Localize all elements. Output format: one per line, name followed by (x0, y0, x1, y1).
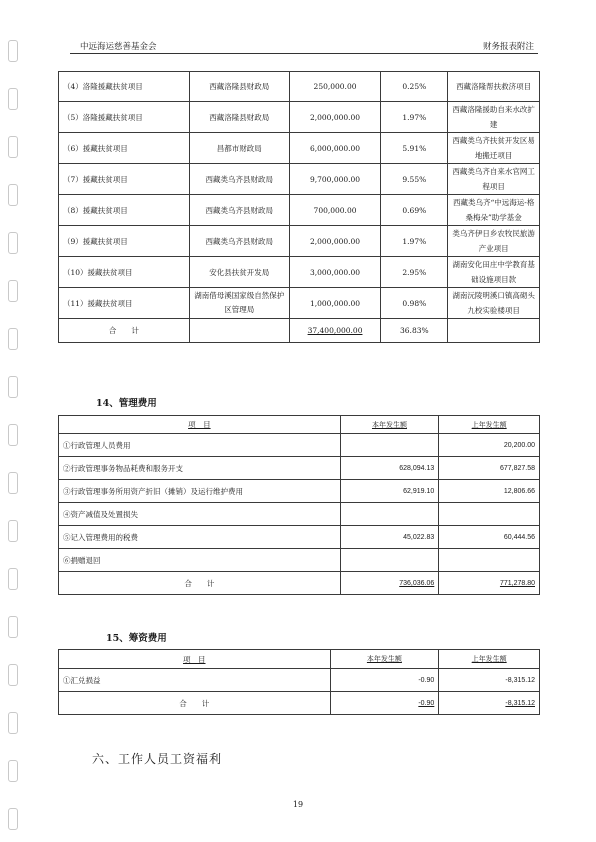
column-header-current: 本年发生额 (371, 420, 407, 429)
table-row (59, 257, 540, 288)
total-label: 合 计 (59, 319, 190, 343)
amount: 9,700,000.00 (289, 164, 381, 195)
recipient: 安化县扶贫开发局 (189, 257, 289, 288)
table-row (59, 288, 540, 319)
total-previous: 771,278.80 (499, 579, 535, 587)
project-name: （10）援藏扶贫项目 (59, 257, 190, 288)
management-expenses-table (58, 415, 540, 595)
poverty-project-table (58, 71, 540, 343)
purpose: 西藏类乌齐“中远海运-格桑梅朵”助学基金 (448, 195, 540, 226)
table-row (59, 457, 540, 480)
percentage: 9.55% (381, 164, 448, 195)
header-org-name: 中远海运慈善基金会 (80, 42, 157, 52)
amount: 3,000,000.00 (289, 257, 381, 288)
column-header-previous: 上年发生额 (471, 655, 507, 663)
header-section-name: 财务报表附注 (482, 42, 534, 52)
empty-cell (448, 319, 540, 343)
total-amount: 37,400,000.00 (307, 326, 363, 335)
empty-cell (189, 319, 289, 343)
project-name: （11）援藏扶贫项目 (59, 288, 190, 319)
expense-item: ⑤记入管理费用的税费 (59, 526, 341, 549)
project-name: （7）援藏扶贫项目 (59, 164, 190, 195)
amount: 6,000,000.00 (289, 133, 381, 164)
expense-item: ①行政管理人员费用 (59, 434, 341, 457)
current-amount (340, 434, 439, 457)
current-amount: -0.90 (330, 669, 439, 692)
total-current: -0.90 (418, 699, 435, 707)
total-row (59, 692, 540, 715)
recipient: 西藏类乌齐县财政局 (189, 164, 289, 195)
table-header-row (59, 416, 540, 434)
section-title-financing-costs: 15、筹资费用 (106, 633, 167, 644)
table-row (59, 503, 540, 526)
project-name: （9）援藏扶贫项目 (59, 226, 190, 257)
total-label: 合 计 (59, 692, 331, 715)
purpose: 西藏类乌齐扶贫开发区易地搬迁项目 (448, 133, 540, 164)
expense-item: ③行政管理事务所用资产折旧（摊销）及运行维护费用 (59, 480, 341, 503)
recipient: 西藏类乌齐县财政局 (189, 195, 289, 226)
recipient: 西藏类乌齐县财政局 (189, 226, 289, 257)
previous-amount: 12,806.66 (439, 480, 540, 503)
table-row (59, 102, 540, 133)
total-label: 合 计 (59, 572, 341, 595)
total-current: 736,036.06 (399, 579, 435, 587)
project-name: （8）援藏扶贫项目 (59, 195, 190, 226)
expense-item: ⑥捐赠退回 (59, 549, 341, 572)
purpose: 类乌齐伊日乡农牧民旅游产业项目 (448, 226, 540, 257)
previous-amount (439, 549, 540, 572)
section-title-management-expenses: 14、管理费用 (96, 398, 157, 409)
amount: 250,000.00 (289, 72, 381, 102)
recipient: 湖南借母溪国家级自然保护区管理局 (189, 288, 289, 319)
amount: 1,000,000.00 (289, 288, 381, 319)
current-amount (340, 503, 439, 526)
project-name: （4）洛隆援藏扶贫项目 (59, 72, 190, 102)
table-row (59, 434, 540, 457)
recipient: 昌都市财政局 (189, 133, 289, 164)
current-amount (340, 549, 439, 572)
current-amount: 62,919.10 (340, 480, 439, 503)
page-number: 19 (292, 800, 304, 809)
table-row (59, 480, 540, 503)
column-header-item: 项 目 (183, 654, 206, 664)
purpose: 湖南沅陵明溪口镇高砌头九校实验楼项目 (448, 288, 540, 319)
table-row (59, 526, 540, 549)
table-row (59, 133, 540, 164)
table-row (59, 669, 540, 692)
table-row (59, 549, 540, 572)
column-header-previous: 上年发生额 (471, 420, 507, 429)
header-rule (70, 53, 538, 54)
table-row (59, 195, 540, 226)
expense-item: ②行政管理事务物品耗费和服务开支 (59, 457, 341, 480)
previous-amount (439, 503, 540, 526)
table-row (59, 164, 540, 195)
amount: 2,000,000.00 (289, 102, 381, 133)
percentage: 1.97% (381, 226, 448, 257)
table-row (59, 72, 540, 102)
total-row (59, 572, 540, 595)
previous-amount: 60,444.56 (439, 526, 540, 549)
total-previous: -8,315.12 (505, 699, 535, 707)
recipient: 西藏洛隆县财政局 (189, 102, 289, 133)
chapter-heading: 六、工作人员工资福利 (92, 752, 223, 766)
previous-amount: 677,827.58 (439, 457, 540, 480)
expense-item: ④资产减值及处置损失 (59, 503, 341, 526)
project-name: （6）援藏扶贫项目 (59, 133, 190, 164)
column-header-item: 项 目 (188, 420, 211, 429)
financing-costs-table (58, 649, 540, 715)
purpose: 西藏洛隆援助自来水改扩建 (448, 102, 540, 133)
percentage: 1.97% (381, 102, 448, 133)
binder-holes (6, 0, 20, 842)
expense-item: ①汇兑损益 (59, 669, 331, 692)
current-amount: 628,094.13 (340, 457, 439, 480)
table-row (59, 226, 540, 257)
amount: 700,000.00 (289, 195, 381, 226)
recipient: 西藏洛隆县财政局 (189, 72, 289, 102)
current-amount: 45,022.83 (340, 526, 439, 549)
purpose: 湖南安化田庄中学教育基础设施项目款 (448, 257, 540, 288)
previous-amount: -8,315.12 (439, 669, 540, 692)
percentage: 0.69% (381, 195, 448, 226)
column-header-current: 本年发生额 (366, 655, 402, 663)
total-row (59, 319, 540, 343)
percentage: 2.95% (381, 257, 448, 288)
table-header-row (59, 650, 540, 669)
percentage: 0.98% (381, 288, 448, 319)
purpose: 西藏洛隆帮扶救济项目 (448, 72, 540, 102)
percentage: 0.25% (381, 72, 448, 102)
previous-amount: 20,200.00 (439, 434, 540, 457)
purpose: 西藏类乌齐自来水官网工程项目 (448, 164, 540, 195)
project-name: （5）洛隆援藏扶贫项目 (59, 102, 190, 133)
amount: 2,000,000.00 (289, 226, 381, 257)
total-percentage: 36.83% (381, 319, 448, 343)
percentage: 5.91% (381, 133, 448, 164)
